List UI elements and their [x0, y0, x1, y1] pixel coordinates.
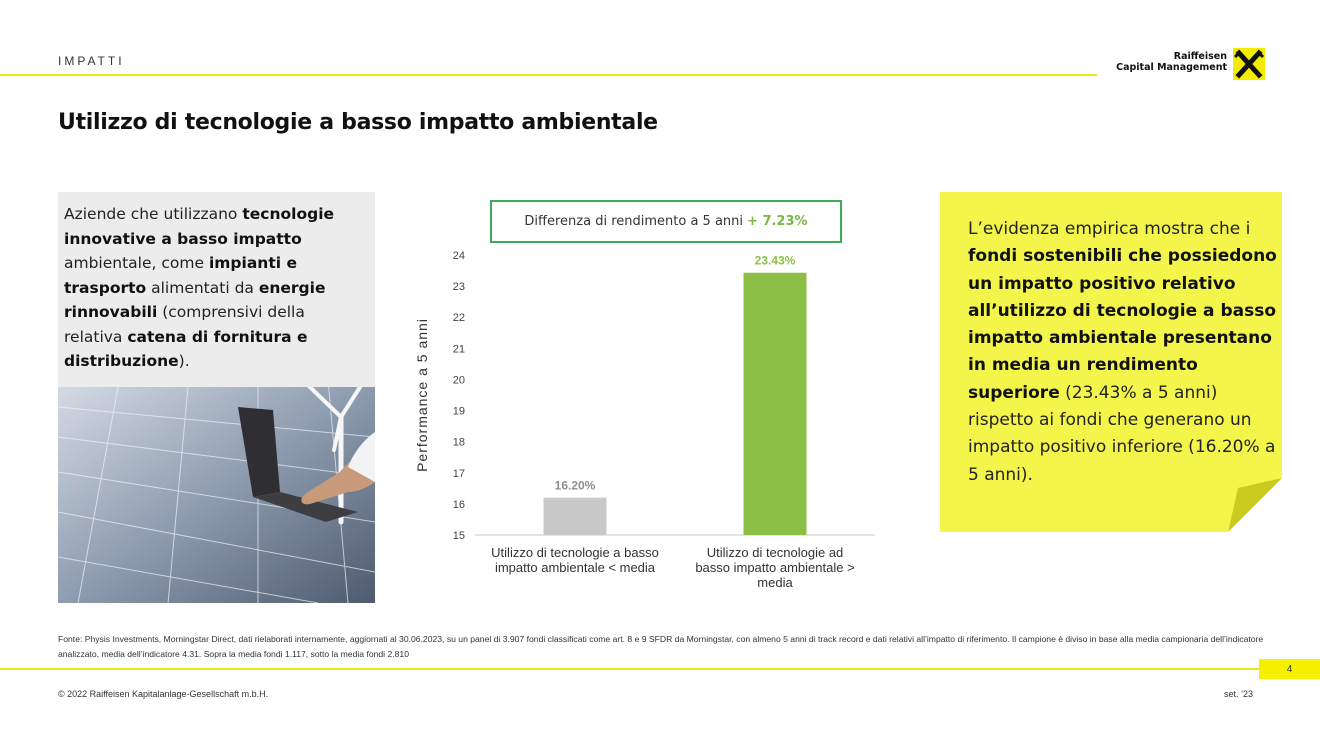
y-tick-label: 24 [452, 250, 465, 262]
bar-1 [544, 498, 607, 535]
left-text-run-5: energie rinnovabili [64, 278, 326, 321]
copyright: © 2022 Raiffeisen Kapitalanlage-Gesellschaft m.b.H. [58, 689, 269, 699]
left-text-run-0: Aziende che utilizzano [64, 205, 243, 223]
left-text-run-7: catena di fornitura e distribuzione [64, 327, 308, 370]
y-tick-label: 20 [452, 374, 465, 387]
header-divider [0, 74, 1097, 76]
difference-label: Differenza di rendimento a 5 anni [524, 214, 744, 229]
performance-chart [405, 190, 905, 610]
y-tick-label: 23 [452, 281, 465, 294]
section-label: IMPATTI [58, 54, 125, 68]
left-text-run-3: impianti e trasporto [64, 254, 297, 297]
left-text-run-2: ambientale, come [64, 254, 209, 272]
note-text-run-2: (23.43% a 5 anni) rispetto ai fondi che generano un impatto positivo inferiore (16.20% a 5 anni). [968, 382, 1276, 485]
y-tick-label: 21 [452, 343, 465, 356]
left-text-run-4: alimentati da [146, 278, 259, 297]
raiffeisen-logo [1105, 48, 1265, 84]
crossed-gables-icon [1233, 48, 1265, 80]
summary-text [968, 216, 1278, 489]
logo-line-1: Raiffeisen [1173, 51, 1227, 62]
note-text-run-0: L’evidenza empirica mostra che i [968, 219, 1251, 239]
y-tick-label: 19 [452, 405, 465, 418]
y-tick-label: 15 [452, 530, 465, 542]
page-title: Utilizzo di tecnologie a basso impatto ambientale [58, 110, 658, 135]
y-tick-label: 22 [452, 312, 465, 325]
source-note: Fonte: Physis Investments, Morningstar Direct, dati rielaborati internamente, aggiornati al 30.06.2023, su un panel di 3.907 fondi classificati come art. 8 e 9 SFDR da Morningstar, con almeno 5 anni di track record e dati relativi all’impatto di riferimento. Il campione è diviso in base alla media campionaria dell’indicatore analizzato, media dell’indicatore 4.31. Sopra la media fondi 1.117, sotto la media fondi 2.810 [58, 634, 1264, 659]
left-text-run-6: (comprensivi della relativa [64, 303, 305, 346]
y-tick-label: 18 [452, 436, 465, 449]
page-number: 4 [1259, 659, 1320, 679]
left-description [58, 192, 375, 387]
data-label-1: 16.20% [554, 478, 596, 493]
left-text-run-8: ). [178, 352, 190, 370]
footer-date: set. ’23 [1224, 689, 1254, 699]
category-label-2-line-2: basso impatto ambientale > [695, 560, 855, 575]
logo-text [1116, 51, 1227, 73]
logo-line-2: Capital Management [1116, 62, 1227, 73]
difference-value: + 7.23% [747, 214, 808, 229]
data-label-2: 23.43% [754, 253, 796, 268]
category-label-2-line-3: media [757, 575, 793, 590]
bar-2 [744, 273, 807, 535]
difference-callout [490, 200, 842, 243]
y-tick-label: 17 [452, 467, 465, 480]
footer-divider [0, 668, 1320, 670]
category-label-1-line-1: Utilizzo di tecnologie a basso [491, 545, 659, 560]
y-tick-label: 16 [452, 498, 465, 511]
note-text-run-1: fondi sostenibili che possiedono un impatto positivo relativo all’utilizzo di tecnologie a basso impatto ambientale presentano in media un rendimento superiore [968, 246, 1277, 403]
y-axis-label: Performance a 5 anni [414, 318, 430, 472]
summary-sticky-note [940, 192, 1282, 532]
category-label-1-line-2: impatto ambientale < media [494, 560, 656, 575]
bar-chart [405, 190, 905, 610]
solar-panel-photo-card [58, 192, 375, 603]
category-label-2-line-1: Utilizzo di tecnologie ad [706, 545, 844, 560]
left-text-run-1: tecnologie innovative a basso impatto [64, 205, 335, 248]
